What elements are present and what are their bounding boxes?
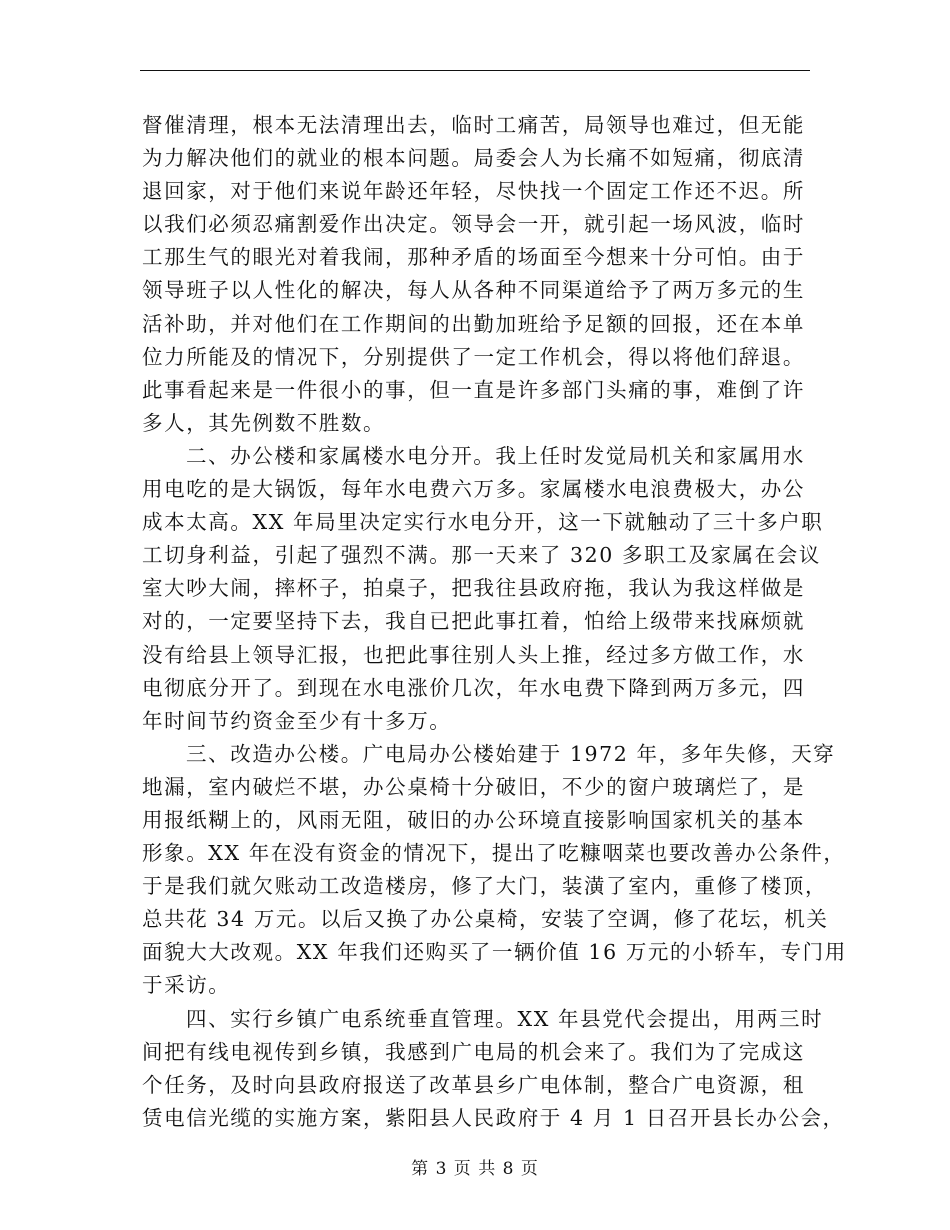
text-line: 用报纸糊上的，风雨无阻，破旧的办公环境直接影响国家机关的基本 [142,807,805,832]
text-line: 二、办公楼和家属楼水电分开。我上任时发觉局机关和家属用水 [186,443,805,468]
page-number-label: 第 3 页 共 8 页 [411,1159,539,1179]
text-line: 形象。XX 年在没有资金的情况下，提出了吃糠咽菜也要改善办公条件， [142,841,846,866]
text-line: 对的，一定要坚持下去，我自已把此事扛着，怕给上级带来找麻烦就 [142,609,805,634]
text-line: 赁电信光缆的实施方案，紫阳县人民政府于 4 月 1 日召开县长办公会， [142,1105,845,1130]
text-line: 领导班子以人性化的解决，每人从各种不同渠道给予了两万多元的生 [142,278,805,303]
text-line: 电彻底分开了。到现在水电涨价几次，年水电费下降到两万多元，四 [142,675,805,700]
text-line: 为力解决他们的就业的根本问题。局委会人为长痛不如短痛，彻底清 [142,146,805,171]
text-line: 于是我们就欠账动工改造楼房，修了大门，装潢了室内，重修了楼顶， [142,874,828,899]
text-line: 活补助，并对他们在工作期间的出勤加班给予足额的回报，还在本单 [142,311,805,336]
text-line: 此事看起来是一件很小的事，但一直是许多部门头痛的事，难倒了许 [142,377,805,402]
text-line: 三、改造办公楼。广电局办公楼始建于 1972 年，多年失修，天穿 [186,741,836,766]
text-line: 工切身利益，引起了强烈不满。那一天来了 320 多职工及家属在会议 [142,543,821,568]
text-line: 地漏，室内破烂不堪，办公桌椅十分破旧，不少的窗户玻璃烂了，是 [142,774,805,799]
header-rule [140,70,810,71]
text-line: 位力所能及的情况下，分别提供了一定工作机会，得以将他们辞退。 [142,344,805,369]
text-line: 间把有线电视传到乡镇，我感到广电局的机会来了。我们为了完成这 [142,1039,805,1064]
page-footer [0,1154,950,1179]
document-body [142,109,847,1135]
text-line: 成本太高。XX 年局里决定实行水电分开，这一下就触动了三十多户职 [142,510,824,535]
text-line: 四、实行乡镇广电系统垂直管理。XX 年县党代会提出，用两三时 [186,1006,824,1031]
text-line: 面貌大大改观。XX 年我们还购买了一辆价值 16 万元的小轿车，专门用 [142,940,847,965]
text-line: 于采访。 [142,973,231,998]
text-line: 督催清理，根本无法清理出去，临时工痛苦，局领导也难过，但无能 [142,113,805,137]
text-line: 没有给县上领导汇报，也把此事往别人头上推，经过多方做工作，水 [142,642,805,667]
text-line: 个任务，及时向县政府报送了改革县乡广电体制，整合广电资源，租 [142,1072,805,1097]
text-line: 总共花 34 万元。以后又换了办公桌椅，安装了空调，修了花坛，机关 [142,907,829,932]
text-line: 用电吃的是大锅饭，每年水电费六万多。家属楼水电浪费极大，办公 [142,477,805,502]
text-line: 多人，其先例数不胜数。 [142,410,386,435]
text-line: 工那生气的眼光对着我闹，那种矛盾的场面至今想来十分可怕。由于 [142,245,805,270]
text-line: 以我们必须忍痛割爱作出决定。领导会一开，就引起一场风波，临时 [142,212,805,237]
text-line: 退回家，对于他们来说年龄还年轻，尽快找一个固定工作还不迟。所 [142,179,805,204]
text-line: 年时间节约资金至少有十多万。 [142,708,452,733]
text-line: 室大吵大闹，摔杯子，拍桌子，把我往县政府拖，我认为我这样做是 [142,576,805,601]
